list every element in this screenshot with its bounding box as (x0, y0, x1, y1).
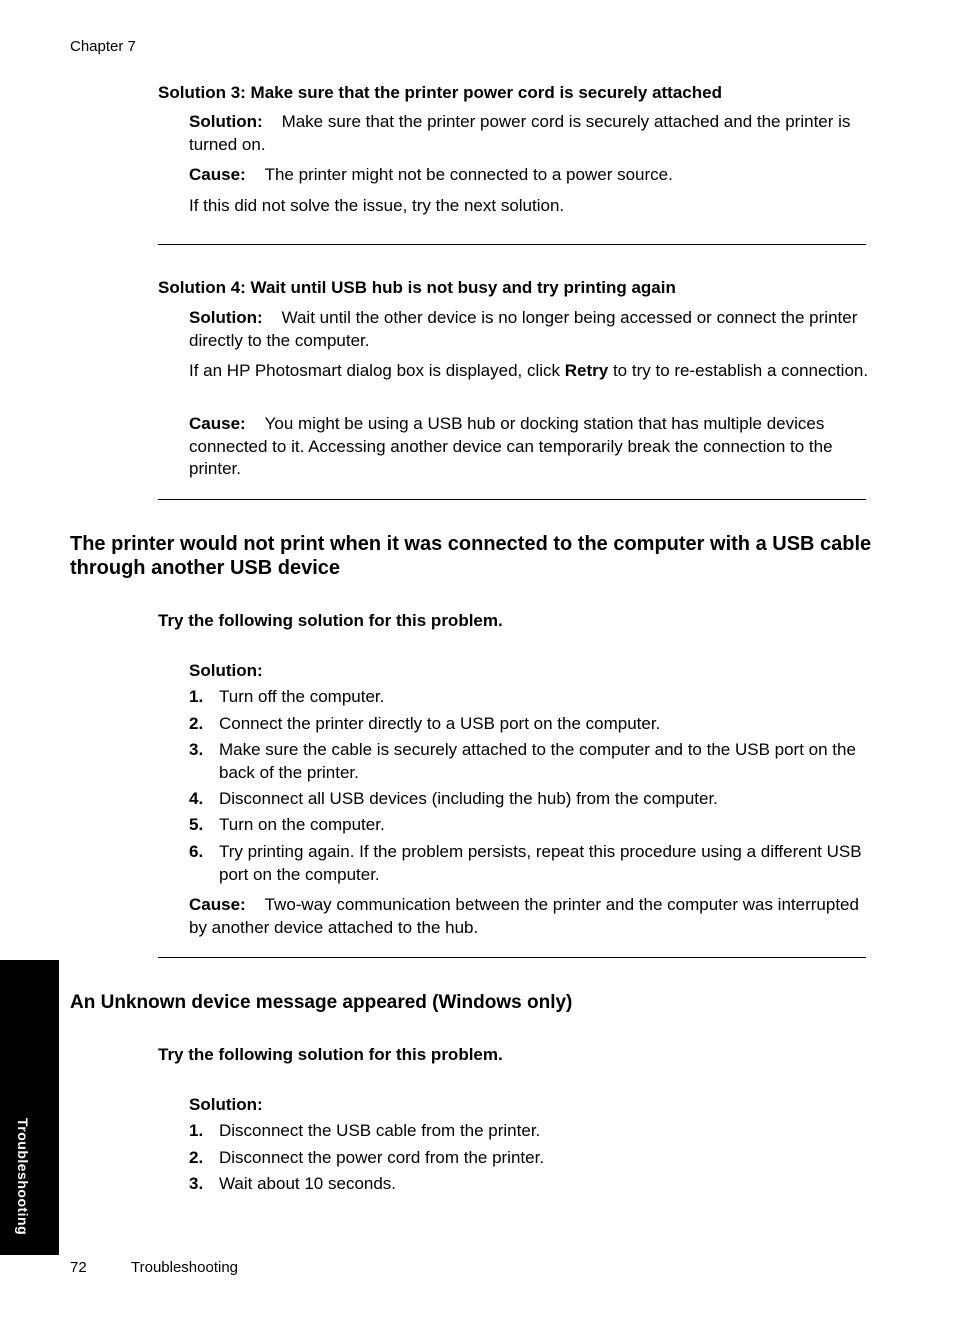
divider (158, 957, 866, 958)
solution4-retry (189, 360, 869, 383)
retry-text-pre: If an HP Photosmart dialog box is displayed, click (189, 361, 565, 380)
solution-label: Solution: (189, 112, 263, 131)
solution3-heading: Solution 3: Make sure that the printer power cord is securely attached (158, 83, 722, 102)
list-text: Disconnect all USB devices (including the hub) from the computer. (219, 789, 718, 808)
list-number: 2. (189, 714, 204, 733)
list-item (189, 713, 869, 736)
solution-label: Solution: (189, 308, 263, 327)
solution3-solution (189, 111, 869, 156)
cause-label: Cause: (189, 895, 246, 914)
cause-label: Cause: (189, 165, 246, 184)
chapter-label: Chapter 7 (70, 38, 136, 55)
section-unknown-solution-label: Solution: (189, 1095, 263, 1114)
retry-button-label: Retry (564, 361, 609, 380)
cause-text: You might be using a USB hub or docking station that has multiple devices connected to it. Accessing another device can temporarily break the connection to the printer. (189, 414, 833, 478)
divider (158, 244, 866, 245)
list-item (189, 1147, 869, 1170)
list-number: 1. (189, 1121, 204, 1140)
list-item (189, 686, 869, 709)
list-item (189, 1120, 869, 1143)
list-text: Wait about 10 seconds. (219, 1174, 397, 1193)
list-item (189, 788, 869, 811)
list-text: Disconnect the USB cable from the printer. (219, 1121, 541, 1140)
cause-label: Cause: (189, 414, 246, 433)
list-number: 2. (189, 1148, 204, 1167)
list-text: Make sure the cable is securely attached to the computer and to the USB port on the back of the printer. (219, 740, 856, 782)
list-item (189, 1173, 869, 1196)
list-number: 5. (189, 815, 204, 834)
section-usb-cause (189, 894, 869, 939)
cause-text: Two-way communication between the printer and the computer was interrupted by another device attached to the hub. (189, 895, 859, 937)
solution3-followup: If this did not solve the issue, try the next solution. (189, 196, 565, 215)
footer-title: Troubleshooting (131, 1259, 239, 1276)
retry-text-post: to try to re-establish a connection. (608, 361, 869, 380)
solution-text: Make sure that the printer power cord is securely attached and the printer is turned on. (189, 112, 851, 154)
list-number: 4. (189, 789, 204, 808)
page-number: 72 (70, 1259, 87, 1276)
solution4-solution (189, 307, 869, 352)
list-text: Try printing again. If the problem persists, repeat this procedure using a different USB port on the computer. (219, 842, 862, 884)
divider (158, 499, 866, 500)
side-tab-label: Troubleshooting (15, 1118, 31, 1236)
list-number: 3. (189, 1174, 204, 1193)
section-usb-heading: The printer would not print when it was connected to the computer with a USB cable through another USB device (70, 533, 872, 579)
solution4-heading: Solution 4: Wait until USB hub is not busy and try printing again (158, 278, 676, 297)
list-item (189, 814, 869, 837)
list-text: Turn on the computer. (219, 815, 385, 834)
section-unknown-try-line: Try the following solution for this problem. (158, 1045, 503, 1064)
solution4-cause (189, 413, 869, 481)
list-number: 6. (189, 842, 204, 861)
section-unknown-heading: An Unknown device message appeared (Windows only) (70, 992, 573, 1013)
section-usb-solution-label: Solution: (189, 661, 263, 680)
cause-text: The printer might not be connected to a power source. (264, 165, 673, 184)
list-text: Disconnect the power cord from the printer. (219, 1148, 545, 1167)
list-item (189, 739, 869, 784)
list-number: 3. (189, 740, 204, 759)
section-usb-try-line: Try the following solution for this problem. (158, 611, 503, 630)
list-text: Turn off the computer. (219, 687, 385, 706)
solution3-cause (189, 164, 869, 187)
list-number: 1. (189, 687, 204, 706)
solution-text: Wait until the other device is no longer being accessed or connect the printer directly to the computer. (189, 308, 858, 350)
list-item (189, 841, 869, 886)
list-text: Connect the printer directly to a USB port on the computer. (219, 714, 661, 733)
